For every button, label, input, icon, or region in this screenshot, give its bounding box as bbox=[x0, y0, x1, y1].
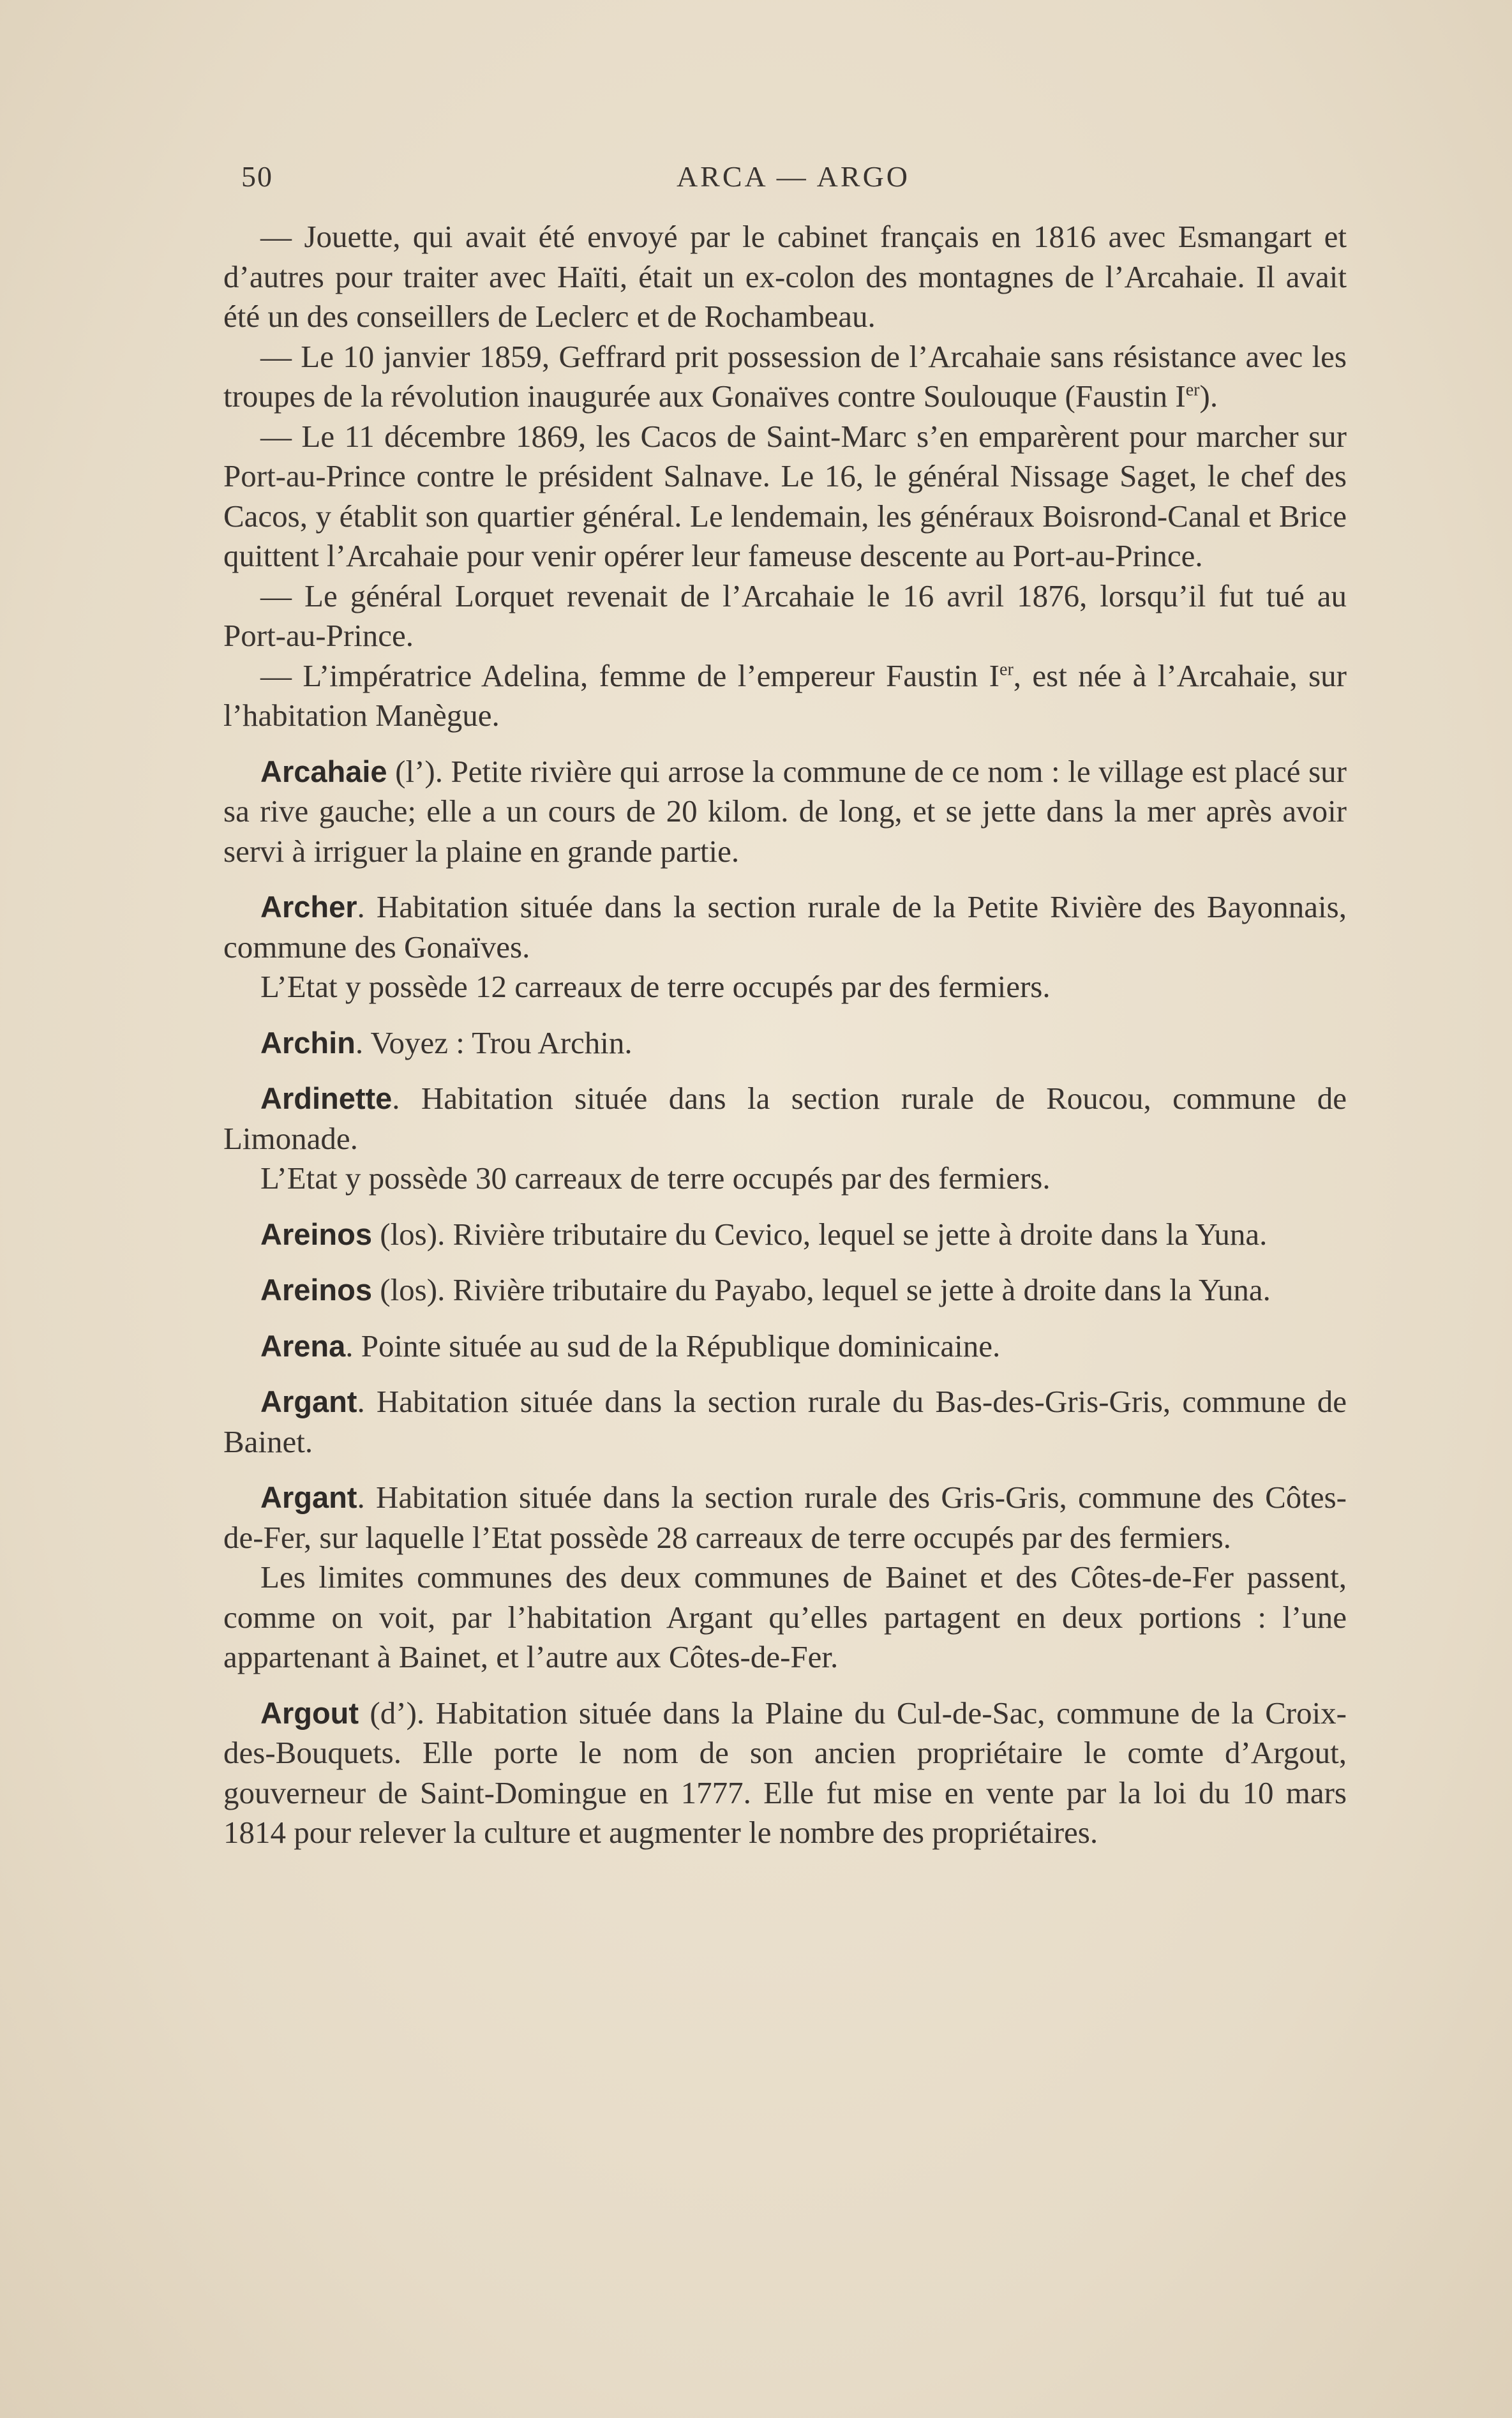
entry-headword: Arcahaie bbox=[260, 754, 387, 788]
paragraph-text: Habitation située dans la Plaine du Cul-de-Sac, commune de la Croix-des-Bouquets. Elle porte le nom de son ancien propriétaire le comte d’Argout, gouverneur de Saint-Domingue en 1777. Elle fut mise en vente par la loi du 10 mars 1814 pour relever la culture et augmenter le nombre des propriétaires. bbox=[223, 1695, 1347, 1850]
paragraph-text: — Le 11 décembre 1869, les Cacos de Saint-Marc s’en emparèrent pour marcher sur Port-au-Prince contre le président Salnave. Le 16, le général Nissage Saget, le chef des Cacos, y établit son quartier général. Le lendemain, les généraux Boisrond-Canal et Brice quittent l’Arcahaie pour venir opérer leur fameuse descente au Port-au-Prince. bbox=[223, 418, 1347, 573]
entry-headword-suffix: (l’). bbox=[387, 753, 443, 789]
paragraph-text: — Le 10 janvier 1859, Geffrard prit possession de l’Arcahaie sans résistance avec les troupes de la révolution inaugurée aux Gonaïves contre Soulouque (Faustin I bbox=[223, 338, 1347, 414]
page-number: 50 bbox=[241, 160, 273, 193]
paragraph bbox=[223, 217, 1347, 337]
paragraph bbox=[223, 1159, 1347, 1199]
entry-headword-suffix: . bbox=[357, 1480, 365, 1515]
paragraph-text: Pointe située au sud de la République dominicaine. bbox=[353, 1328, 1001, 1363]
dictionary-text bbox=[223, 217, 1347, 1853]
entry-headword: Ardinette bbox=[260, 1081, 393, 1115]
paragraph-text: — Jouette, qui avait été envoyé par le cabinet français en 1816 avec Esmangart et d’autres pour traiter avec Haïti, était un ex-colon des montagnes de l’Arcahaie. Il avait été un des conseillers de Leclerc et de Rochambeau. bbox=[223, 219, 1347, 334]
paragraph-text: Habitation située dans la section rurale de la Petite Rivière des Bayonnais, commune des Gonaïves. bbox=[223, 889, 1347, 965]
running-title: ARCA — ARGO bbox=[676, 160, 911, 193]
entry-headword: Areinos bbox=[260, 1217, 372, 1251]
entry-headword: Archer bbox=[260, 890, 357, 924]
dictionary-entry bbox=[223, 752, 1347, 872]
paragraph bbox=[223, 1558, 1347, 1678]
entry-headword-suffix: (los). bbox=[372, 1272, 445, 1307]
paragraph bbox=[223, 967, 1347, 1007]
dictionary-entry bbox=[223, 887, 1347, 967]
entry-headword-suffix: . bbox=[357, 1384, 365, 1419]
paragraph-text-after: , est née à l’Arcahaie, sur l’habitation Manègue. bbox=[223, 657, 1347, 733]
paragraph-text: Petite rivière qui arrose la commune de ce nom : le village est placé sur sa rive gauche; elle a un cours de 20 kilom. de long, et se jette dans la mer après avoir servi à irriguer la plaine en grande partie. bbox=[223, 753, 1347, 869]
paragraph-text: Habitation située dans la section rurale du Bas-des-Gris-Gris, commune de Bainet. bbox=[223, 1384, 1347, 1459]
paragraph-text: — L’impératrice Adelina, femme de l’empereur Faustin I bbox=[260, 657, 1000, 693]
superscript: er bbox=[999, 659, 1014, 680]
dictionary-entry bbox=[223, 1693, 1347, 1853]
dictionary-entry bbox=[223, 1270, 1347, 1310]
paragraph bbox=[223, 576, 1347, 656]
paragraph bbox=[223, 417, 1347, 576]
paragraph-text: L’Etat y possède 12 carreaux de terre occupés par des fermiers. bbox=[260, 969, 1051, 1004]
dictionary-entry bbox=[223, 1215, 1347, 1255]
entry-headword-suffix: . bbox=[345, 1328, 354, 1363]
dictionary-entry bbox=[223, 1326, 1347, 1367]
dictionary-entry bbox=[223, 1023, 1347, 1063]
entry-headword: Argout bbox=[260, 1695, 359, 1730]
entry-headword-suffix: (los). bbox=[372, 1216, 445, 1252]
superscript: er bbox=[1185, 380, 1200, 400]
entry-headword-suffix: . bbox=[357, 889, 365, 924]
paragraph-text: Rivière tributaire du Payabo, lequel se jette à droite dans la Yuna. bbox=[445, 1272, 1271, 1307]
paragraph-text: Habitation située dans la section rurale de Roucou, commune de Limonade. bbox=[223, 1081, 1347, 1156]
paragraph bbox=[223, 656, 1347, 736]
page-header bbox=[241, 160, 1345, 204]
paragraph-text: Habitation située dans la section rurale des Gris-Gris, commune des Côtes-de-Fer, sur laquelle l’Etat possède 28 carreaux de terre occupés par des fermiers. bbox=[223, 1480, 1347, 1555]
dictionary-entry bbox=[223, 1478, 1347, 1558]
entry-headword: Archin bbox=[260, 1025, 356, 1060]
dictionary-entry bbox=[223, 1079, 1347, 1159]
entry-headword: Argant bbox=[260, 1480, 357, 1514]
entry-headword: Areinos bbox=[260, 1273, 372, 1307]
entry-headword: Arena bbox=[260, 1328, 346, 1363]
paragraph-text: Rivière tributaire du Cevico, lequel se jette à droite dans la Yuna. bbox=[445, 1216, 1268, 1252]
entry-headword: Argant bbox=[260, 1385, 357, 1418]
entry-headword-suffix: . bbox=[392, 1081, 400, 1116]
paragraph-text: L’Etat y possède 30 carreaux de terre occupés par des fermiers. bbox=[260, 1160, 1051, 1196]
paragraph bbox=[223, 337, 1347, 417]
paragraph-text-after: ). bbox=[1199, 379, 1218, 414]
paragraph-text: Voyez : Trou Archin. bbox=[363, 1025, 632, 1060]
paragraph-text: Les limites communes des deux communes de Bainet et des Côtes-de-Fer passent, comme on voit, par l’habitation Argant qu’elles partagent en deux portions : l’une appartenant à Bainet, et l’autre aux Côtes-de-Fer. bbox=[223, 1559, 1347, 1674]
entry-headword-suffix: (d’). bbox=[359, 1695, 425, 1731]
entry-headword-suffix: . bbox=[355, 1025, 364, 1060]
dictionary-entry bbox=[223, 1382, 1347, 1462]
paragraph-text: — Le général Lorquet revenait de l’Arcahaie le 16 avril 1876, lorsqu’il fut tué au Port-au-Prince. bbox=[223, 578, 1347, 653]
